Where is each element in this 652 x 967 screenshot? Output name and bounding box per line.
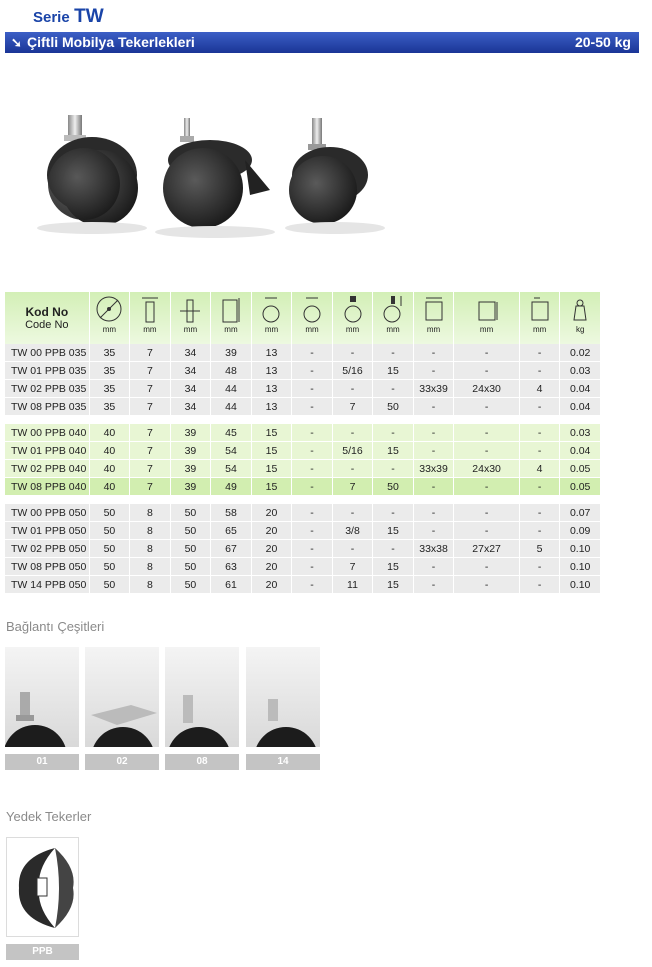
table-cell: - xyxy=(292,504,333,522)
table-cell: 50 xyxy=(170,522,211,540)
table-cell: 33x39 xyxy=(413,380,454,398)
table-cell: - xyxy=(292,460,333,478)
table-cell: 5/16 xyxy=(332,362,373,380)
table-cell: - xyxy=(292,522,333,540)
table-cell: 45 xyxy=(211,424,252,442)
table-cell: 20 xyxy=(251,576,292,594)
table-cell: - xyxy=(454,398,520,416)
product-code-cell: TW 08 PPB 050 xyxy=(5,558,89,576)
table-cell: 4 xyxy=(519,380,560,398)
table-cell: - xyxy=(454,344,520,362)
table-cell: 8 xyxy=(130,540,171,558)
table-cell: 15 xyxy=(251,424,292,442)
table-cell: - xyxy=(413,344,454,362)
group-spacer xyxy=(5,416,601,424)
table-row xyxy=(5,362,601,380)
stem-length-icon xyxy=(379,294,407,324)
table-cell: 5 xyxy=(519,540,560,558)
table-cell: 34 xyxy=(170,380,211,398)
table-cell: 0.03 xyxy=(560,424,601,442)
table-cell: 0.03 xyxy=(560,362,601,380)
connection-08-label: 08 xyxy=(165,754,239,770)
table-cell: - xyxy=(413,424,454,442)
table-cell: - xyxy=(332,540,373,558)
table-cell: 13 xyxy=(251,344,292,362)
series-heading xyxy=(33,6,104,28)
product-code-cell: TW 08 PPB 035 xyxy=(5,398,89,416)
table-cell: 33x38 xyxy=(413,540,454,558)
table-cell: 65 xyxy=(211,522,252,540)
table-cell: 0.04 xyxy=(560,380,601,398)
table-row xyxy=(5,522,601,540)
table-cell: 15 xyxy=(251,442,292,460)
table-row xyxy=(5,558,601,576)
table-cell: 50 xyxy=(89,558,130,576)
unit-label: mm xyxy=(386,325,400,334)
table-cell: - xyxy=(292,424,333,442)
table-cell: 7 xyxy=(130,398,171,416)
connection-08-image xyxy=(165,647,239,747)
table-cell: 13 xyxy=(251,398,292,416)
kod-no-label: Kod No xyxy=(25,305,69,319)
table-row xyxy=(5,540,601,558)
unit-label: mm xyxy=(264,325,279,334)
table-cell: 39 xyxy=(170,424,211,442)
connection-02-card xyxy=(85,647,159,770)
table-cell: - xyxy=(292,398,333,416)
spare-wheel-card xyxy=(6,837,79,960)
table-cell: - xyxy=(413,504,454,522)
connection-02-label: 02 xyxy=(85,754,159,770)
table-cell: 54 xyxy=(211,442,252,460)
table-cell: 7 xyxy=(130,344,171,362)
connection-types-title: Bağlantı Çeşitleri xyxy=(6,619,105,634)
table-cell: 4 xyxy=(519,460,560,478)
table-cell: 50 xyxy=(373,398,414,416)
table-cell: 0.07 xyxy=(560,504,601,522)
arrow-icon: ➘ xyxy=(11,35,22,50)
table-cell: - xyxy=(519,442,560,460)
table-cell: - xyxy=(413,576,454,594)
group-spacer xyxy=(5,496,601,504)
table-cell: - xyxy=(454,478,520,496)
table-cell: 0.10 xyxy=(560,576,601,594)
table-header-row xyxy=(5,292,601,344)
table-cell: 39 xyxy=(170,442,211,460)
unit-label: mm xyxy=(102,325,117,334)
table-cell: 50 xyxy=(89,522,130,540)
table-cell: 58 xyxy=(211,504,252,522)
table-cell: 0.09 xyxy=(560,522,601,540)
wheel-width-header xyxy=(130,292,171,344)
table-cell: - xyxy=(519,478,560,496)
table-cell: 50 xyxy=(89,576,130,594)
stem-length-header xyxy=(373,292,414,344)
product-code-cell: TW 01 PPB 040 xyxy=(5,442,89,460)
table-row xyxy=(5,344,601,362)
spare-wheel-label: PPB xyxy=(6,944,79,960)
table-cell: 34 xyxy=(170,398,211,416)
table-cell: 39 xyxy=(170,478,211,496)
table-row xyxy=(5,478,601,496)
table-row xyxy=(5,460,601,478)
load-range: 20-50 kg xyxy=(574,34,631,50)
table-cell: 44 xyxy=(211,380,252,398)
spare-wheel-image xyxy=(6,837,79,937)
series-code: TW xyxy=(74,6,104,27)
table-cell: 34 xyxy=(170,344,211,362)
table-cell: - xyxy=(519,362,560,380)
spare-wheels-title: Yedek Tekerler xyxy=(6,809,92,824)
table-cell: 27x27 xyxy=(454,540,520,558)
table-cell: 11 xyxy=(332,576,373,594)
table-cell: - xyxy=(292,576,333,594)
hole-spacing-icon xyxy=(473,294,501,324)
table-cell: 50 xyxy=(89,540,130,558)
connection-08-card xyxy=(165,647,239,770)
product-code-cell: TW 00 PPB 040 xyxy=(5,424,89,442)
stem-header xyxy=(292,292,333,344)
table-cell: - xyxy=(454,522,520,540)
code-column-header xyxy=(5,292,89,344)
table-cell: - xyxy=(519,504,560,522)
table-cell: 0.05 xyxy=(560,478,601,496)
table-cell: 0.10 xyxy=(560,558,601,576)
product-code-cell: TW 01 PPB 050 xyxy=(5,522,89,540)
table-row xyxy=(5,380,601,398)
connection-14-card xyxy=(246,647,320,770)
table-cell: 34 xyxy=(170,362,211,380)
product-code-cell: TW 00 PPB 035 xyxy=(5,344,89,362)
code-no-label: Code No xyxy=(25,319,69,331)
product-code-cell: TW 00 PPB 050 xyxy=(5,504,89,522)
table-cell: 13 xyxy=(251,380,292,398)
total-height-icon xyxy=(217,294,245,324)
table-cell: - xyxy=(292,380,333,398)
table-cell: 50 xyxy=(170,558,211,576)
connection-14-label: 14 xyxy=(246,754,320,770)
unit-label: mm xyxy=(479,325,494,334)
table-cell: 67 xyxy=(211,540,252,558)
table-cell: 20 xyxy=(251,504,292,522)
table-cell: 20 xyxy=(251,540,292,558)
table-cell: - xyxy=(373,460,414,478)
connection-01-label: 01 xyxy=(5,754,79,770)
caster-08-photo xyxy=(285,118,385,234)
table-cell: 15 xyxy=(373,558,414,576)
table-cell: - xyxy=(373,380,414,398)
table-cell: 15 xyxy=(251,478,292,496)
table-cell: 54 xyxy=(211,460,252,478)
table-cell: 7 xyxy=(130,478,171,496)
product-code-cell: TW 01 PPB 035 xyxy=(5,362,89,380)
product-code-cell: TW 02 PPB 035 xyxy=(5,380,89,398)
table-cell: 15 xyxy=(373,362,414,380)
table-cell: 7 xyxy=(130,380,171,398)
table-cell: - xyxy=(292,558,333,576)
table-cell: - xyxy=(519,398,560,416)
category-title: Çiftli Mobilya Tekerlekleri xyxy=(27,34,195,50)
table-cell: 39 xyxy=(170,460,211,478)
hole-diameter-header xyxy=(519,292,560,344)
table-cell: 44 xyxy=(211,398,252,416)
table-cell: 40 xyxy=(89,442,130,460)
table-cell: - xyxy=(292,540,333,558)
thread-icon xyxy=(339,294,367,324)
table-cell: - xyxy=(413,522,454,540)
table-cell: 40 xyxy=(89,460,130,478)
unit-label: mm xyxy=(532,325,547,334)
table-cell: 15 xyxy=(373,442,414,460)
table-cell: - xyxy=(519,344,560,362)
unit-label: mm xyxy=(143,325,157,334)
table-cell: 3/8 xyxy=(332,522,373,540)
table-cell: 8 xyxy=(130,558,171,576)
table-cell: 8 xyxy=(130,576,171,594)
table-cell: 15 xyxy=(373,576,414,594)
weight-icon xyxy=(566,294,594,324)
table-cell: 0.04 xyxy=(560,398,601,416)
product-code-cell: TW 14 PPB 050 xyxy=(5,576,89,594)
table-cell: 0.04 xyxy=(560,442,601,460)
thread-header xyxy=(332,292,373,344)
table-row xyxy=(5,398,601,416)
series-prefix: Serie xyxy=(33,9,70,26)
table-cell: 35 xyxy=(89,362,130,380)
table-cell: 40 xyxy=(89,424,130,442)
table-cell: 7 xyxy=(130,424,171,442)
table-cell: 5/16 xyxy=(332,442,373,460)
unit-label: mm xyxy=(183,325,198,334)
caster-02-photo xyxy=(155,118,275,238)
category-banner xyxy=(5,32,639,53)
table-cell: 39 xyxy=(211,344,252,362)
table-cell: - xyxy=(413,442,454,460)
table-row xyxy=(5,424,601,442)
stem-icon xyxy=(298,294,326,324)
table-cell: 8 xyxy=(130,504,171,522)
table-cell: 33x39 xyxy=(413,460,454,478)
table-cell: - xyxy=(332,460,373,478)
product-photos xyxy=(30,100,420,250)
wheel-diameter-icon xyxy=(95,294,123,324)
plate-size-header xyxy=(413,292,454,344)
table-cell: - xyxy=(454,424,520,442)
table-cell: 7 xyxy=(130,442,171,460)
table-cell: 13 xyxy=(251,362,292,380)
wheel-diameter-header xyxy=(89,292,130,344)
unit-label: mm xyxy=(426,325,441,334)
table-cell: - xyxy=(292,362,333,380)
connection-14-image xyxy=(246,647,320,747)
connection-01-image xyxy=(5,647,79,747)
table-cell: 0.10 xyxy=(560,540,601,558)
hole-diameter-icon xyxy=(526,294,554,324)
table-cell: 50 xyxy=(170,504,211,522)
table-cell: 15 xyxy=(251,460,292,478)
table-cell: 50 xyxy=(373,478,414,496)
table-cell: 7 xyxy=(332,478,373,496)
table-cell: 15 xyxy=(373,522,414,540)
table-cell: 35 xyxy=(89,380,130,398)
table-cell: 40 xyxy=(89,478,130,496)
table-cell: 7 xyxy=(130,460,171,478)
table-cell: - xyxy=(332,380,373,398)
table-cell: - xyxy=(413,362,454,380)
table-cell: - xyxy=(454,504,520,522)
table-cell: 24x30 xyxy=(454,460,520,478)
table-cell: - xyxy=(519,522,560,540)
table-cell: 0.05 xyxy=(560,460,601,478)
table-cell: 0.02 xyxy=(560,344,601,362)
table-cell: 48 xyxy=(211,362,252,380)
weight-header xyxy=(560,292,601,344)
table-row xyxy=(5,504,601,522)
table-cell: - xyxy=(373,504,414,522)
table-cell: 20 xyxy=(251,558,292,576)
unit-label: mm xyxy=(305,325,319,334)
wheel-height-header xyxy=(170,292,211,344)
table-cell: - xyxy=(373,424,414,442)
connection-02-image xyxy=(85,647,159,747)
table-cell: 7 xyxy=(332,558,373,576)
table-cell: 7 xyxy=(332,398,373,416)
unit-label: mm xyxy=(224,325,238,334)
offset-icon xyxy=(257,294,285,324)
table-cell: - xyxy=(413,558,454,576)
table-cell: 50 xyxy=(89,504,130,522)
table-cell: 20 xyxy=(251,522,292,540)
table-cell: - xyxy=(413,398,454,416)
table-cell: - xyxy=(373,540,414,558)
table-cell: - xyxy=(519,558,560,576)
product-code-cell: TW 08 PPB 040 xyxy=(5,478,89,496)
unit-label: kg xyxy=(575,325,585,334)
spec-table xyxy=(5,292,601,594)
table-cell: - xyxy=(332,504,373,522)
offset-header xyxy=(251,292,292,344)
table-cell: 7 xyxy=(130,362,171,380)
table-cell: 35 xyxy=(89,344,130,362)
table-cell: - xyxy=(332,424,373,442)
table-cell: - xyxy=(413,478,454,496)
table-cell: - xyxy=(519,576,560,594)
table-cell: - xyxy=(454,362,520,380)
product-code-cell: TW 02 PPB 050 xyxy=(5,540,89,558)
table-cell: 50 xyxy=(170,540,211,558)
table-cell: - xyxy=(373,344,414,362)
table-cell: - xyxy=(332,344,373,362)
table-cell: 50 xyxy=(170,576,211,594)
total-height-header xyxy=(211,292,252,344)
table-cell: - xyxy=(292,344,333,362)
table-row xyxy=(5,442,601,460)
caster-01-photo xyxy=(37,115,147,234)
table-cell: - xyxy=(454,576,520,594)
connection-01-card xyxy=(5,647,79,770)
caster-illustrations xyxy=(30,100,420,250)
wheel-height-icon xyxy=(176,294,204,324)
table-cell: - xyxy=(519,424,560,442)
wheel-width-icon xyxy=(136,294,164,324)
table-row xyxy=(5,576,601,594)
table-cell: - xyxy=(454,442,520,460)
table-cell: 49 xyxy=(211,478,252,496)
table-cell: - xyxy=(292,478,333,496)
table-cell: 8 xyxy=(130,522,171,540)
table-cell: 35 xyxy=(89,398,130,416)
table-cell: - xyxy=(454,558,520,576)
table-cell: 24x30 xyxy=(454,380,520,398)
product-code-cell: TW 02 PPB 040 xyxy=(5,460,89,478)
hole-spacing-header xyxy=(454,292,520,344)
table-cell: 61 xyxy=(211,576,252,594)
table-cell: 63 xyxy=(211,558,252,576)
table-cell: - xyxy=(292,442,333,460)
unit-label: mm xyxy=(345,325,360,334)
plate-size-icon xyxy=(420,294,448,324)
